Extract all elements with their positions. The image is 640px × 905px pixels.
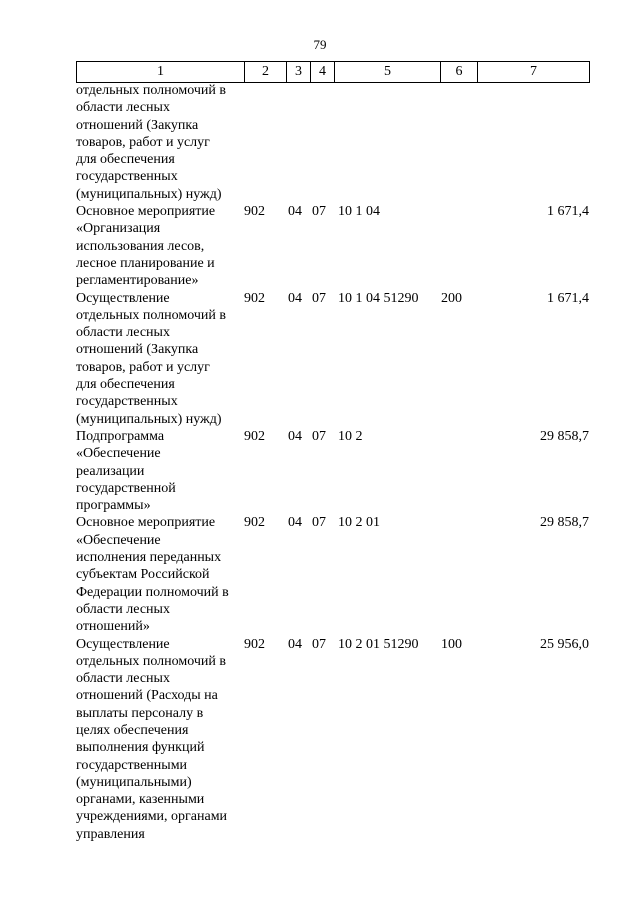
table-row	[76, 514, 589, 635]
row-grbs: 902	[244, 290, 265, 306]
row-grbs: 902	[244, 204, 265, 220]
row-target-article: 10 1 04	[338, 204, 380, 220]
description-line: отдельных полномочий в	[76, 307, 227, 323]
table-row	[76, 203, 589, 289]
description-line: (муниципальными)	[76, 774, 192, 790]
description-line: области лесных	[76, 325, 170, 341]
description-line: для обеспечения	[76, 377, 175, 393]
description-line: регламентирование»	[76, 273, 199, 289]
description-line: (муниципальных) нужд)	[76, 186, 222, 202]
row-amount: 1 671,4	[547, 204, 589, 220]
table-row	[76, 636, 589, 844]
table-row	[76, 82, 589, 203]
row-grbs: 902	[244, 636, 265, 652]
description-line: области лесных	[76, 671, 170, 687]
table-row	[76, 290, 589, 428]
description-line: (муниципальных) нужд)	[76, 411, 222, 427]
description-line: выполнения функций	[76, 740, 205, 756]
description-line: отдельных полномочий в	[76, 83, 227, 98]
row-subsection: 07	[312, 204, 326, 220]
description-line: Основное мероприятие	[76, 204, 216, 220]
row-expense-type: 100	[441, 636, 462, 652]
description-line: выплаты персоналу в	[76, 705, 204, 721]
description-line: отношений (Закупка	[76, 342, 199, 358]
description-line: реализации	[76, 463, 145, 479]
header-col-2: 2	[245, 62, 287, 83]
row-grbs: 902	[244, 515, 265, 531]
row-subsection: 07	[312, 290, 326, 306]
header-col-5: 5	[335, 62, 441, 83]
description-line: области лесных	[76, 601, 170, 617]
description-line: области лесных	[76, 100, 170, 116]
description-line: «Обеспечение	[76, 446, 161, 462]
row-section: 04	[288, 428, 302, 444]
row-amount: 29 858,7	[540, 428, 589, 444]
row-description	[76, 290, 244, 428]
description-line: государственных	[76, 394, 178, 410]
description-line: Осуществление	[76, 290, 170, 306]
page-number: 79	[313, 37, 327, 52]
header-col-1: 1	[77, 62, 245, 83]
row-section: 04	[288, 636, 302, 652]
description-line: государственными	[76, 757, 188, 773]
row-section: 04	[288, 204, 302, 220]
description-line: «Обеспечение	[76, 532, 161, 548]
description-line: отдельных полномочий в	[76, 653, 227, 669]
table-row	[76, 428, 589, 514]
row-description	[76, 514, 244, 635]
header-col-3: 3	[287, 62, 311, 83]
description-line: отношений (Расходы на	[76, 688, 218, 704]
description-line: лесное планирование и	[76, 255, 215, 271]
row-amount: 29 858,7	[540, 515, 589, 531]
row-subsection: 07	[312, 636, 326, 652]
description-line: учреждениями, органами	[76, 809, 228, 825]
description-line: исполнения переданных	[76, 550, 222, 566]
row-section: 04	[288, 290, 302, 306]
row-subsection: 07	[312, 515, 326, 531]
description-line: отношений (Закупка	[76, 117, 199, 133]
description-line: товаров, работ и услуг	[76, 134, 210, 150]
description-line: «Организация	[76, 221, 161, 237]
row-expense-type: 200	[441, 290, 462, 306]
row-description	[76, 428, 244, 514]
row-description	[76, 636, 244, 844]
description-line: Подпрограмма	[76, 428, 165, 444]
row-grbs: 902	[244, 428, 265, 444]
description-line: программы»	[76, 498, 151, 514]
row-description	[76, 203, 244, 289]
description-line: Основное мероприятие	[76, 515, 216, 531]
description-line: отношений»	[76, 619, 150, 635]
description-line: Осуществление	[76, 636, 170, 652]
row-target-article: 10 1 04 51290	[338, 290, 419, 306]
row-description	[76, 82, 244, 203]
row-subsection: 07	[312, 428, 326, 444]
row-target-article: 10 2	[338, 428, 363, 444]
row-amount: 25 956,0	[540, 636, 589, 652]
budget-rows	[76, 82, 589, 843]
description-line: Федерации полномочий в	[76, 584, 229, 600]
description-line: целях обеспечения	[76, 722, 189, 738]
description-line: государственной	[76, 480, 176, 496]
header-col-4: 4	[311, 62, 335, 83]
row-target-article: 10 2 01	[338, 515, 380, 531]
table-header	[76, 61, 590, 83]
description-line: товаров, работ и услуг	[76, 359, 210, 375]
header-col-6: 6	[441, 62, 478, 83]
description-line: государственных	[76, 169, 178, 185]
description-line: для обеспечения	[76, 152, 175, 168]
header-col-7: 7	[478, 62, 590, 83]
description-line: органами, казенными	[76, 792, 205, 808]
description-line: управления	[76, 826, 145, 842]
description-line: использования лесов,	[76, 238, 205, 254]
description-line: субъектам Российской	[76, 567, 210, 583]
row-target-article: 10 2 01 51290	[338, 636, 419, 652]
row-amount: 1 671,4	[547, 290, 589, 306]
row-section: 04	[288, 515, 302, 531]
